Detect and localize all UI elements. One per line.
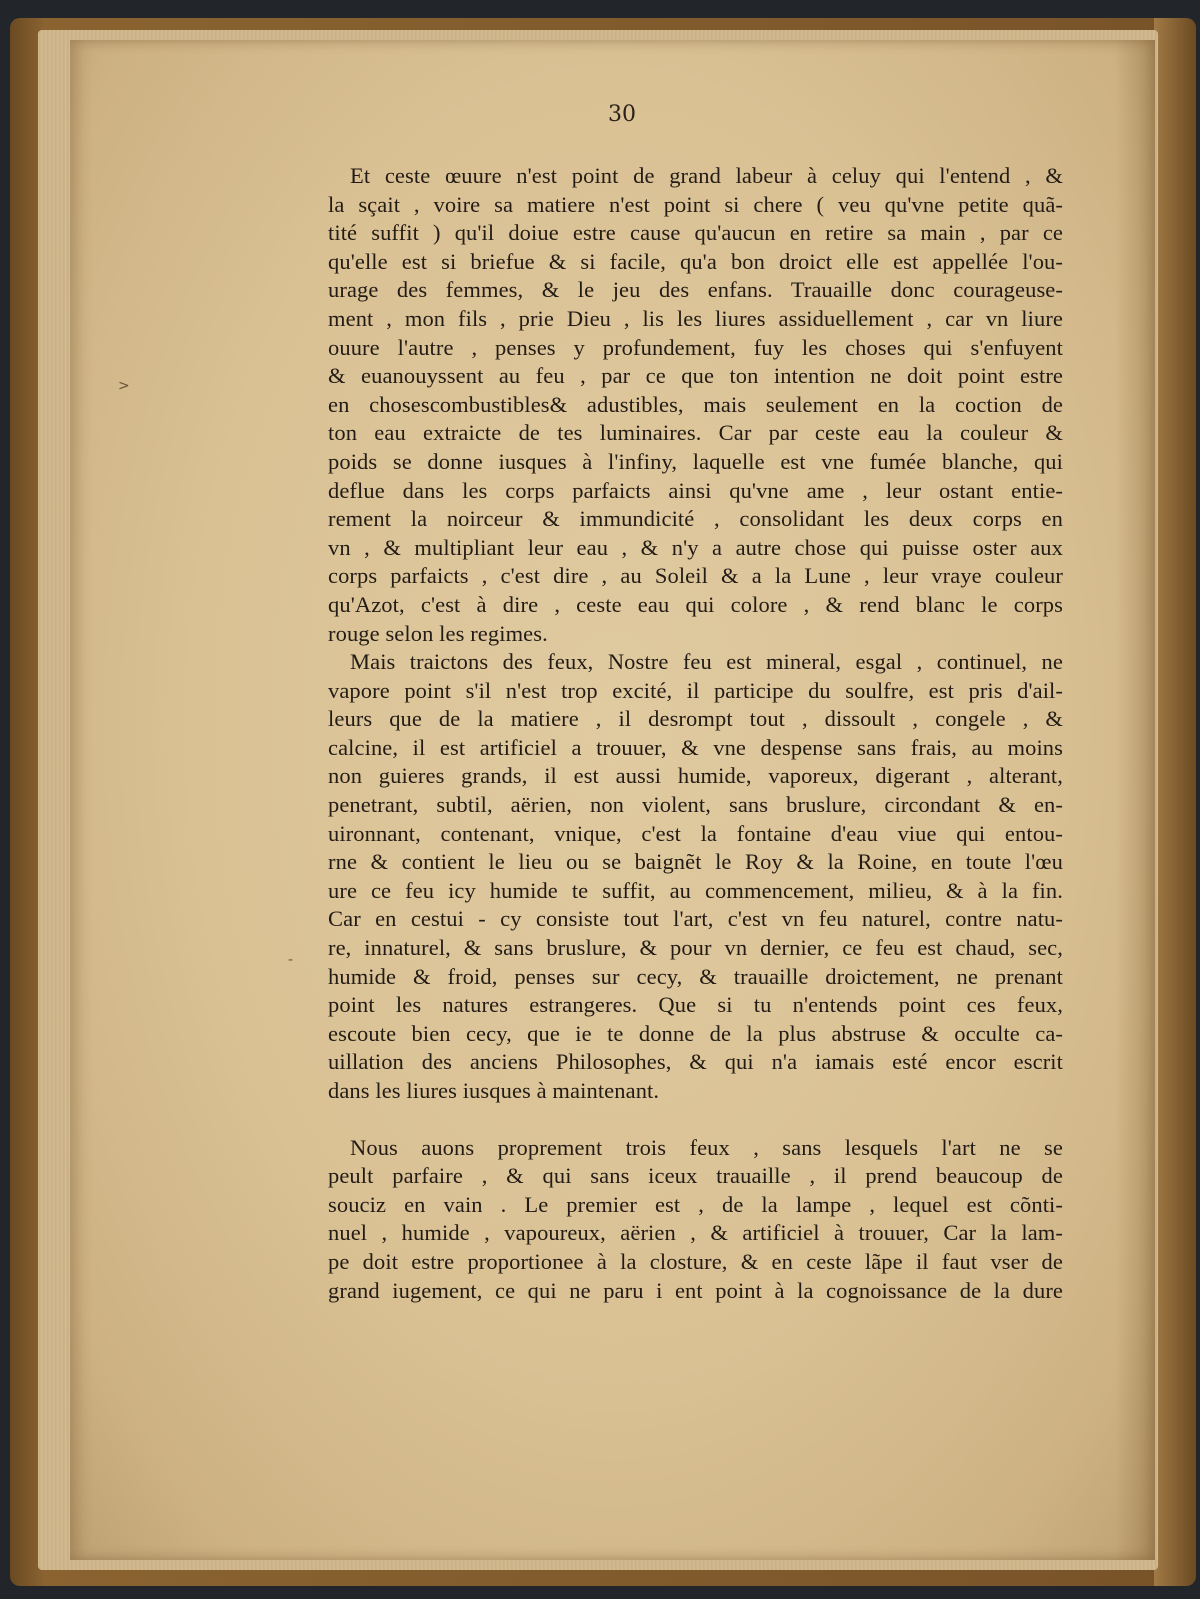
- text-line: urage des femmes, & le jeu des enfans. Trauaille donc courageuse-: [328, 277, 1063, 303]
- text-line: souciz en vain . Le premier est , de la lampe , lequel est cõnti-: [328, 1191, 1063, 1217]
- text-line: deflue dans les corps parfaicts ainsi qu'vne ame , leur ostant entie-: [328, 477, 1063, 503]
- body-text: [328, 162, 1063, 1305]
- text-line: corps parfaicts , c'est dire , au Soleil & a la Lune , leur vraye couleur: [328, 563, 1063, 589]
- text-line: escoute bien cecy, que ie te donne de la plus abstruse & occulte ca-: [328, 1020, 1063, 1046]
- text-line: uillation des anciens Philosophes, & qui n'a iamais esté encor escrit: [328, 1049, 1063, 1075]
- text-line: calcine, il est artificiel a trouuer, & vne despense sans frais, au moins: [328, 734, 1063, 760]
- text-line: grand iugement, ce qui ne paru i ent point à la cognoissance de la dure: [328, 1277, 1063, 1303]
- text-line: non guieres grands, il est aussi humide, vaporeux, digerant , alterant,: [328, 763, 1063, 789]
- text-line: la sçait , voire sa matiere n'est point si chere ( veu qu'vne petite quã-: [328, 191, 1063, 217]
- text-line: penetrant, subtil, aërien, non violent, sans bruslure, circondant & en-: [328, 792, 1063, 818]
- text-line: rouge selon les regimes.: [328, 620, 548, 646]
- text-line: Nous auons proprement trois feux , sans lesquels l'art ne se: [350, 1134, 1063, 1160]
- text-line: Et ceste œuure n'est point de grand labeur à celuy qui l'entend , &: [350, 163, 1063, 188]
- text-line: peult parfaire , & qui sans iceux trauaille , il prend beaucoup de: [328, 1163, 1063, 1189]
- book-cover-edge: [1154, 18, 1196, 1586]
- text-line: vapore point s'il n'est trop excité, il participe du soulfre, est pris d'ail-: [328, 677, 1063, 703]
- text-line: re, innaturel, & sans bruslure, & pour vn dernier, ce feu est chaud, sec,: [328, 935, 1063, 961]
- text-line: pe doit estre proportionee à la closture, & en ceste lãpe il faut vser de: [328, 1248, 1063, 1274]
- text-line: qu'Azot, c'est à dire , ceste eau qui colore , & rend blanc le corps: [328, 591, 1063, 617]
- text-line: Car en cestui - cy consiste tout l'art, c'est vn feu naturel, contre natu-: [328, 906, 1063, 932]
- text-line: poids se donne iusques à l'infiny, laquelle est vne fumée blanche, qui: [328, 448, 1063, 474]
- text-line: uironnant, contenant, vnique, c'est la fontaine d'eau viue qui entou-: [328, 820, 1063, 846]
- text-line: rne & contient le lieu ou se baignẽt le Roy & la Roine, en toute l'œu: [328, 849, 1063, 875]
- text-line: point les natures estrangeres. Que si tu n'entends point ces feux,: [328, 992, 1063, 1018]
- text-line: qu'elle est si briefue & si facile, qu'a bon droict elle est appellée l'ou-: [328, 248, 1063, 274]
- text-line: humide & froid, penses sur cecy, & trauaille droictement, ne prenant: [328, 963, 1063, 989]
- text-line: & euanouyssent au feu , par ce que ton intention ne doit point estre: [328, 363, 1063, 389]
- text-line: leurs que de la matiere , il desrompt tout , dissoult , congele , &: [328, 706, 1063, 732]
- text-line: vn , & multipliant leur eau , & n'y a autre chose qui puisse oster aux: [328, 534, 1063, 560]
- paragraph-3: [328, 1134, 1063, 1306]
- text-line: ouure l'autre , penses y profundement, fuy les choses qui s'enfuyent: [328, 334, 1063, 360]
- text-line: dans les liures iusques à maintenant.: [328, 1078, 660, 1103]
- text-line: Mais traictons des feux, Nostre feu est mineral, esgal , continuel, ne: [350, 649, 1063, 675]
- text-line: ton eau extraicte de tes luminaires. Car par ceste eau la couleur &: [328, 420, 1063, 446]
- paragraph-1: [328, 162, 1063, 648]
- text-line: ment , mon fils , prie Dieu , lis les liures assiduellement , car vn liure: [328, 305, 1063, 331]
- page-gutter: [1115, 40, 1155, 1560]
- text-line: ure ce feu icy humide te suffit, au commencement, milieu, & à la fin.: [328, 877, 1063, 903]
- text-line: en chosescombustibles& adustibles, mais seulement en la coction de: [328, 391, 1063, 417]
- text-line: nuel , humide , vapoureux, aërien , & artificiel à trouuer, Car la lam-: [328, 1220, 1063, 1246]
- text-line: tité suffit ) qu'il doiue estre cause qu'aucun en retire sa main , par ce: [328, 220, 1063, 246]
- text-line: rement la noirceur & immundicité , consolidant les deux corps en: [328, 506, 1063, 532]
- margin-mark: -: [288, 952, 294, 968]
- paragraph-2: [328, 648, 1063, 1106]
- margin-mark: >: [118, 378, 130, 394]
- page-number: 30: [608, 102, 636, 127]
